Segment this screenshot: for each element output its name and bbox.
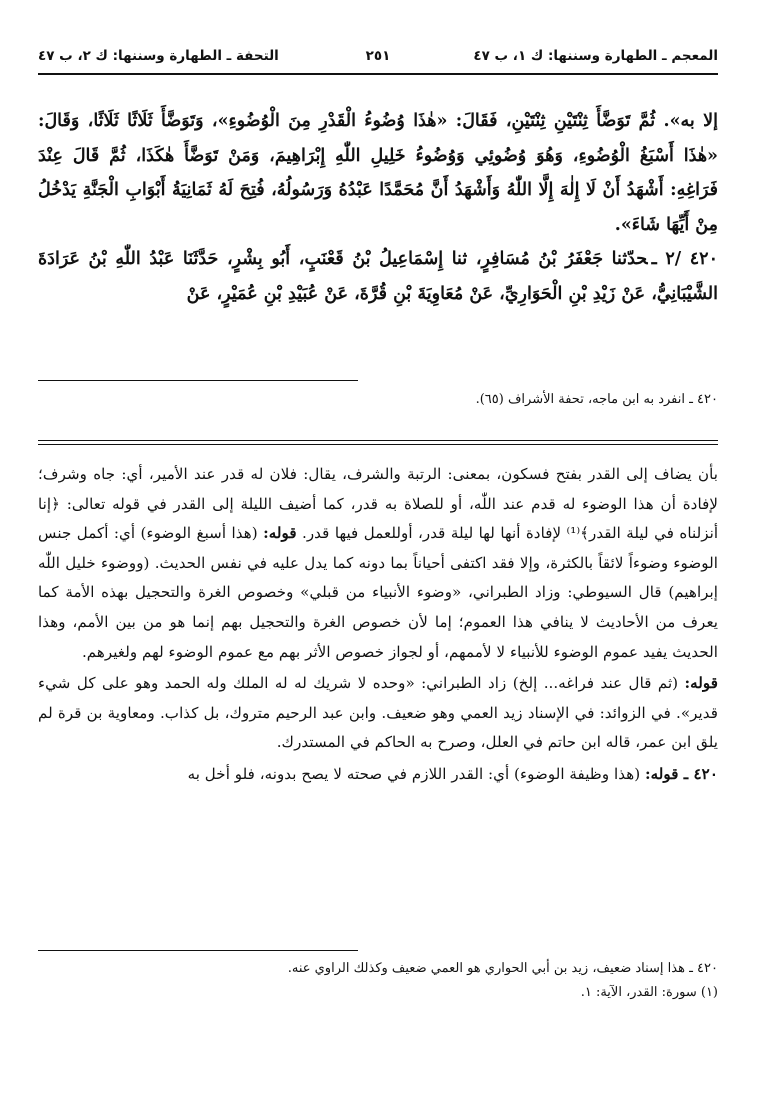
header-right: المعجم ـ الطهارة وسننها: ك ١، ب ٤٧: [473, 48, 718, 64]
hadith-number: ٤٢٠ /٢ ـ: [651, 249, 718, 269]
footnote-divider: [38, 380, 358, 381]
commentary-label-3: ٤٢٠ ـ قوله:: [645, 764, 718, 783]
footnote-1: (١) سورة: القدر، الآية: ١.: [580, 985, 718, 1000]
hadith-isnad: حدّثنا جَعْفَرُ بْنُ مُسَافِرٍ، ثنا إِسْمَاعِيلُ بْنُ قَعْنَبٍ، أَبُو بِشْرٍ، حَدَّثَنَا عَبْدُ اللّٰهِ بْنُ عَرَادَةَ الشَّيْبَانِيُّ، عَنْ زَيْدِ بْنِ الْحَوَارِيِّ، عَنْ مُعَاوِيَةَ بْنِ قُرَّةَ، عَنْ عُبَيْدِ بْنِ عُمَيْرٍ، عَنْ: [38, 249, 718, 304]
footnote-top: ٤٢٠ ـ انفرد به ابن ماجه، تحفة الأشراف (٦٥).: [475, 392, 718, 407]
hadith-paragraph-2: [38, 242, 718, 311]
document-page: [38, 0, 718, 1099]
commentary-paragraph-2: قوله: (ثم قال عند فراغه... إلخ) زاد الطبراني: «وحده لا شريك له له الملك وله الحمد وهو على كل شيء قدير». في الزوائد: في الإسناد زيد العمي وهو ضعيف. وابن عبد الرحيم متروك، بل كذاب. ومعاوية بن قرة لم يلق ابن عمر، قاله ابن حاتم في العلل، وصرح به الحاكم في المستدرك.: [38, 674, 719, 752]
section-divider-bottom: [38, 444, 718, 445]
hadith-text: [38, 104, 718, 311]
footnote-420: ٤٢٠ ـ هذا إسناد ضعيف، زيد بن أبي الحواري هو العمي ضعيف وكذلك الراوي عنه.: [287, 961, 718, 976]
commentary-label-2: قوله:: [684, 674, 719, 693]
commentary-paragraph-1: بأن يضاف إلى القدر بفتح فسكون، بمعنى: الرتبة والشرف، يقال: فلان له قدر عند الأمير، أي: جاه وشرف؛ لإفادة أن هذا الوضوء له قدم عند اللّٰه، أو للصلاة به قدر، كما أضيف الليلة إلى القدر في قوله تعالى: ﴿إنا أنزلناه في ليلة القدر﴾⁽¹⁾ لإفادة أنها لها ليلة قدر، أوللعمل فيها قدر. قوله: (هذا أسبغ الوضوء) أي: أكمل جنس الوضوء وضوءاً لائقاً بالكثرة، وإلا فقد اكتفى أحياناً بما دونه كما يدل عليه في نفس الحديث. (ووضوء خليل اللّٰه إبراهيم) قال السيوطي: وزاد الطبراني، «وضوء الأنبياء من قبلي» وخصوص الغرة والتحجيل بهذه الأمة كما يعرف من الأحاديث لا ينافي هذا العموم؛ إما لأن خصوص الغرة والتحجيل بهم إنما هو من بين الأمم، وهذا الحديث يفيد عموم الوضوء للأنبياء لا لأممهم، أو لجواز خصوص الأثر بهم مع عموم الوضوء لهم ولغيرهم.: [38, 465, 719, 661]
footnotes-bottom: [38, 957, 718, 1005]
commentary: [38, 460, 718, 792]
commentary-label-1: قوله:: [263, 524, 297, 543]
section-divider-top: [38, 440, 718, 441]
page-number: ٢٥١: [365, 48, 391, 64]
header-left: التحفة ـ الطهارة وسننها: ك ٢، ب ٤٧: [38, 48, 279, 64]
header-divider: [38, 73, 718, 75]
commentary-paragraph-3: ٤٢٠ ـ قوله: (هذا وظيفة الوضوء) أي: القدر اللازم في صحته لا يصح بدونه، فلو أخل به: [187, 764, 718, 783]
hadith-paragraph-1: إلا به». ثُمَّ تَوَضَّأَ ثِنْتَيْنِ ثِنْتَيْنِ، فَقَالَ: «هٰذَا وُضُوءُ الْقَدْرِ مِنَ الْوُضُوءِ»، وَتَوَضَّأَ ثَلَاثًا ثَلَاثًا، وَقَالَ: «هٰذَا أَسْبَغُ الْوُضُوءِ، وَهُوَ وُضُوئِي وَوُضُوءُ خَلِيلِ اللّٰهِ إِبْرَاهِيمَ، وَمَنْ تَوَضَّأَ هٰكَذَا، ثُمَّ قَالَ عِنْدَ فَرَاغِهِ: أَشْهَدُ أَنْ لَا إِلٰهَ إِلَّا اللّٰهُ وَأَشْهَدُ أَنَّ مُحَمَّدًا عَبْدُهُ وَرَسُولُهُ، فُتِحَ لَهُ ثَمَانِيَةُ أَبْوَابِ الْجَنَّةِ يَدْخُلُ مِنْ أَيِّهَا شَاءَ».: [38, 111, 718, 235]
running-header: [38, 46, 718, 72]
footnote-divider-bottom: [38, 950, 358, 951]
